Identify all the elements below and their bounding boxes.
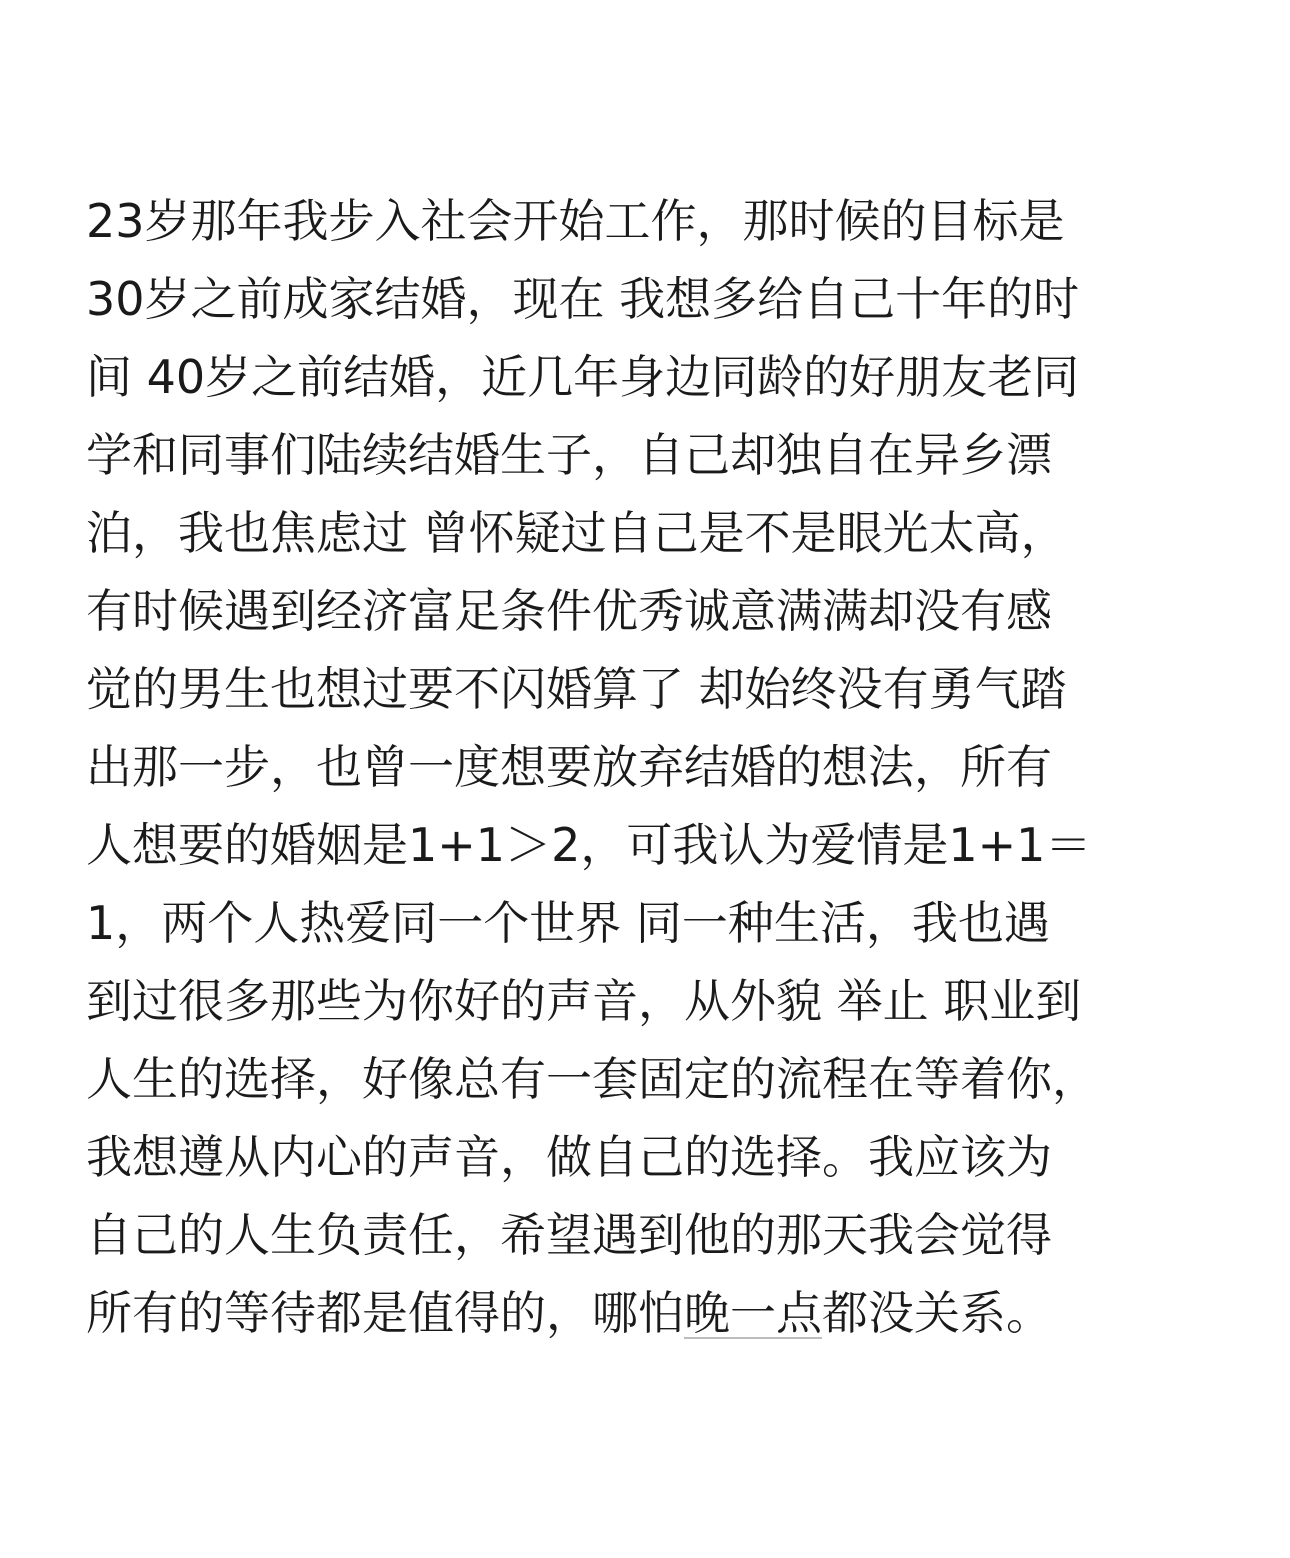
text-line-15-end: 都没关系。 (822, 1286, 1052, 1340)
text-line-12: 人生的选择，好像总有一套固定的流程在等着你， (86, 1052, 1098, 1106)
text-line-8: 出那一步，也曾一度想要放弃结婚的想法，所有 (86, 740, 1052, 794)
text-line-11: 到过很多那些为你好的声音，从外貌 举止 职业到 (86, 974, 1082, 1028)
body-text (86, 182, 1226, 1352)
text-line-4: 学和同事们陆续结婚生子，自己却独自在异乡漂 (86, 428, 1052, 482)
text-line-6: 有时候遇到经济富足条件优秀诚意满满却没有感 (86, 584, 1052, 638)
text-line-2: 30岁之前成家结婚，现在 我想多给自己十年的时 (86, 272, 1080, 326)
text-line-1: 23岁那年我步入社会开始工作，那时候的目标是 (86, 194, 1065, 248)
text-line-14: 自己的人生负责任，希望遇到他的那天我会觉得 (86, 1208, 1052, 1262)
underlined-phrase[interactable]: 晚一点 (684, 1286, 822, 1340)
text-line-15 (86, 1274, 1226, 1352)
text-line-9: 人想要的婚姻是1+1＞2，可我认为爱情是1+1＝ (86, 818, 1092, 872)
text-line-3: 间 40岁之前结婚，近几年身边同龄的好朋友老同 (86, 350, 1080, 404)
text-line-15-start: 所有的等待都是值得的，哪怕 (86, 1286, 684, 1340)
text-line-13: 我想遵从内心的声音，做自己的选择。我应该为 (86, 1130, 1052, 1184)
text-line-7: 觉的男生也想过要不闪婚算了 却始终没有勇气踏 (86, 662, 1067, 716)
text-line-10: 1，两个人热爱同一个世界 同一种生活，我也遇 (86, 896, 1050, 950)
text-line-5: 泊，我也焦虑过 曾怀疑过自己是不是眼光太高， (86, 506, 1067, 560)
